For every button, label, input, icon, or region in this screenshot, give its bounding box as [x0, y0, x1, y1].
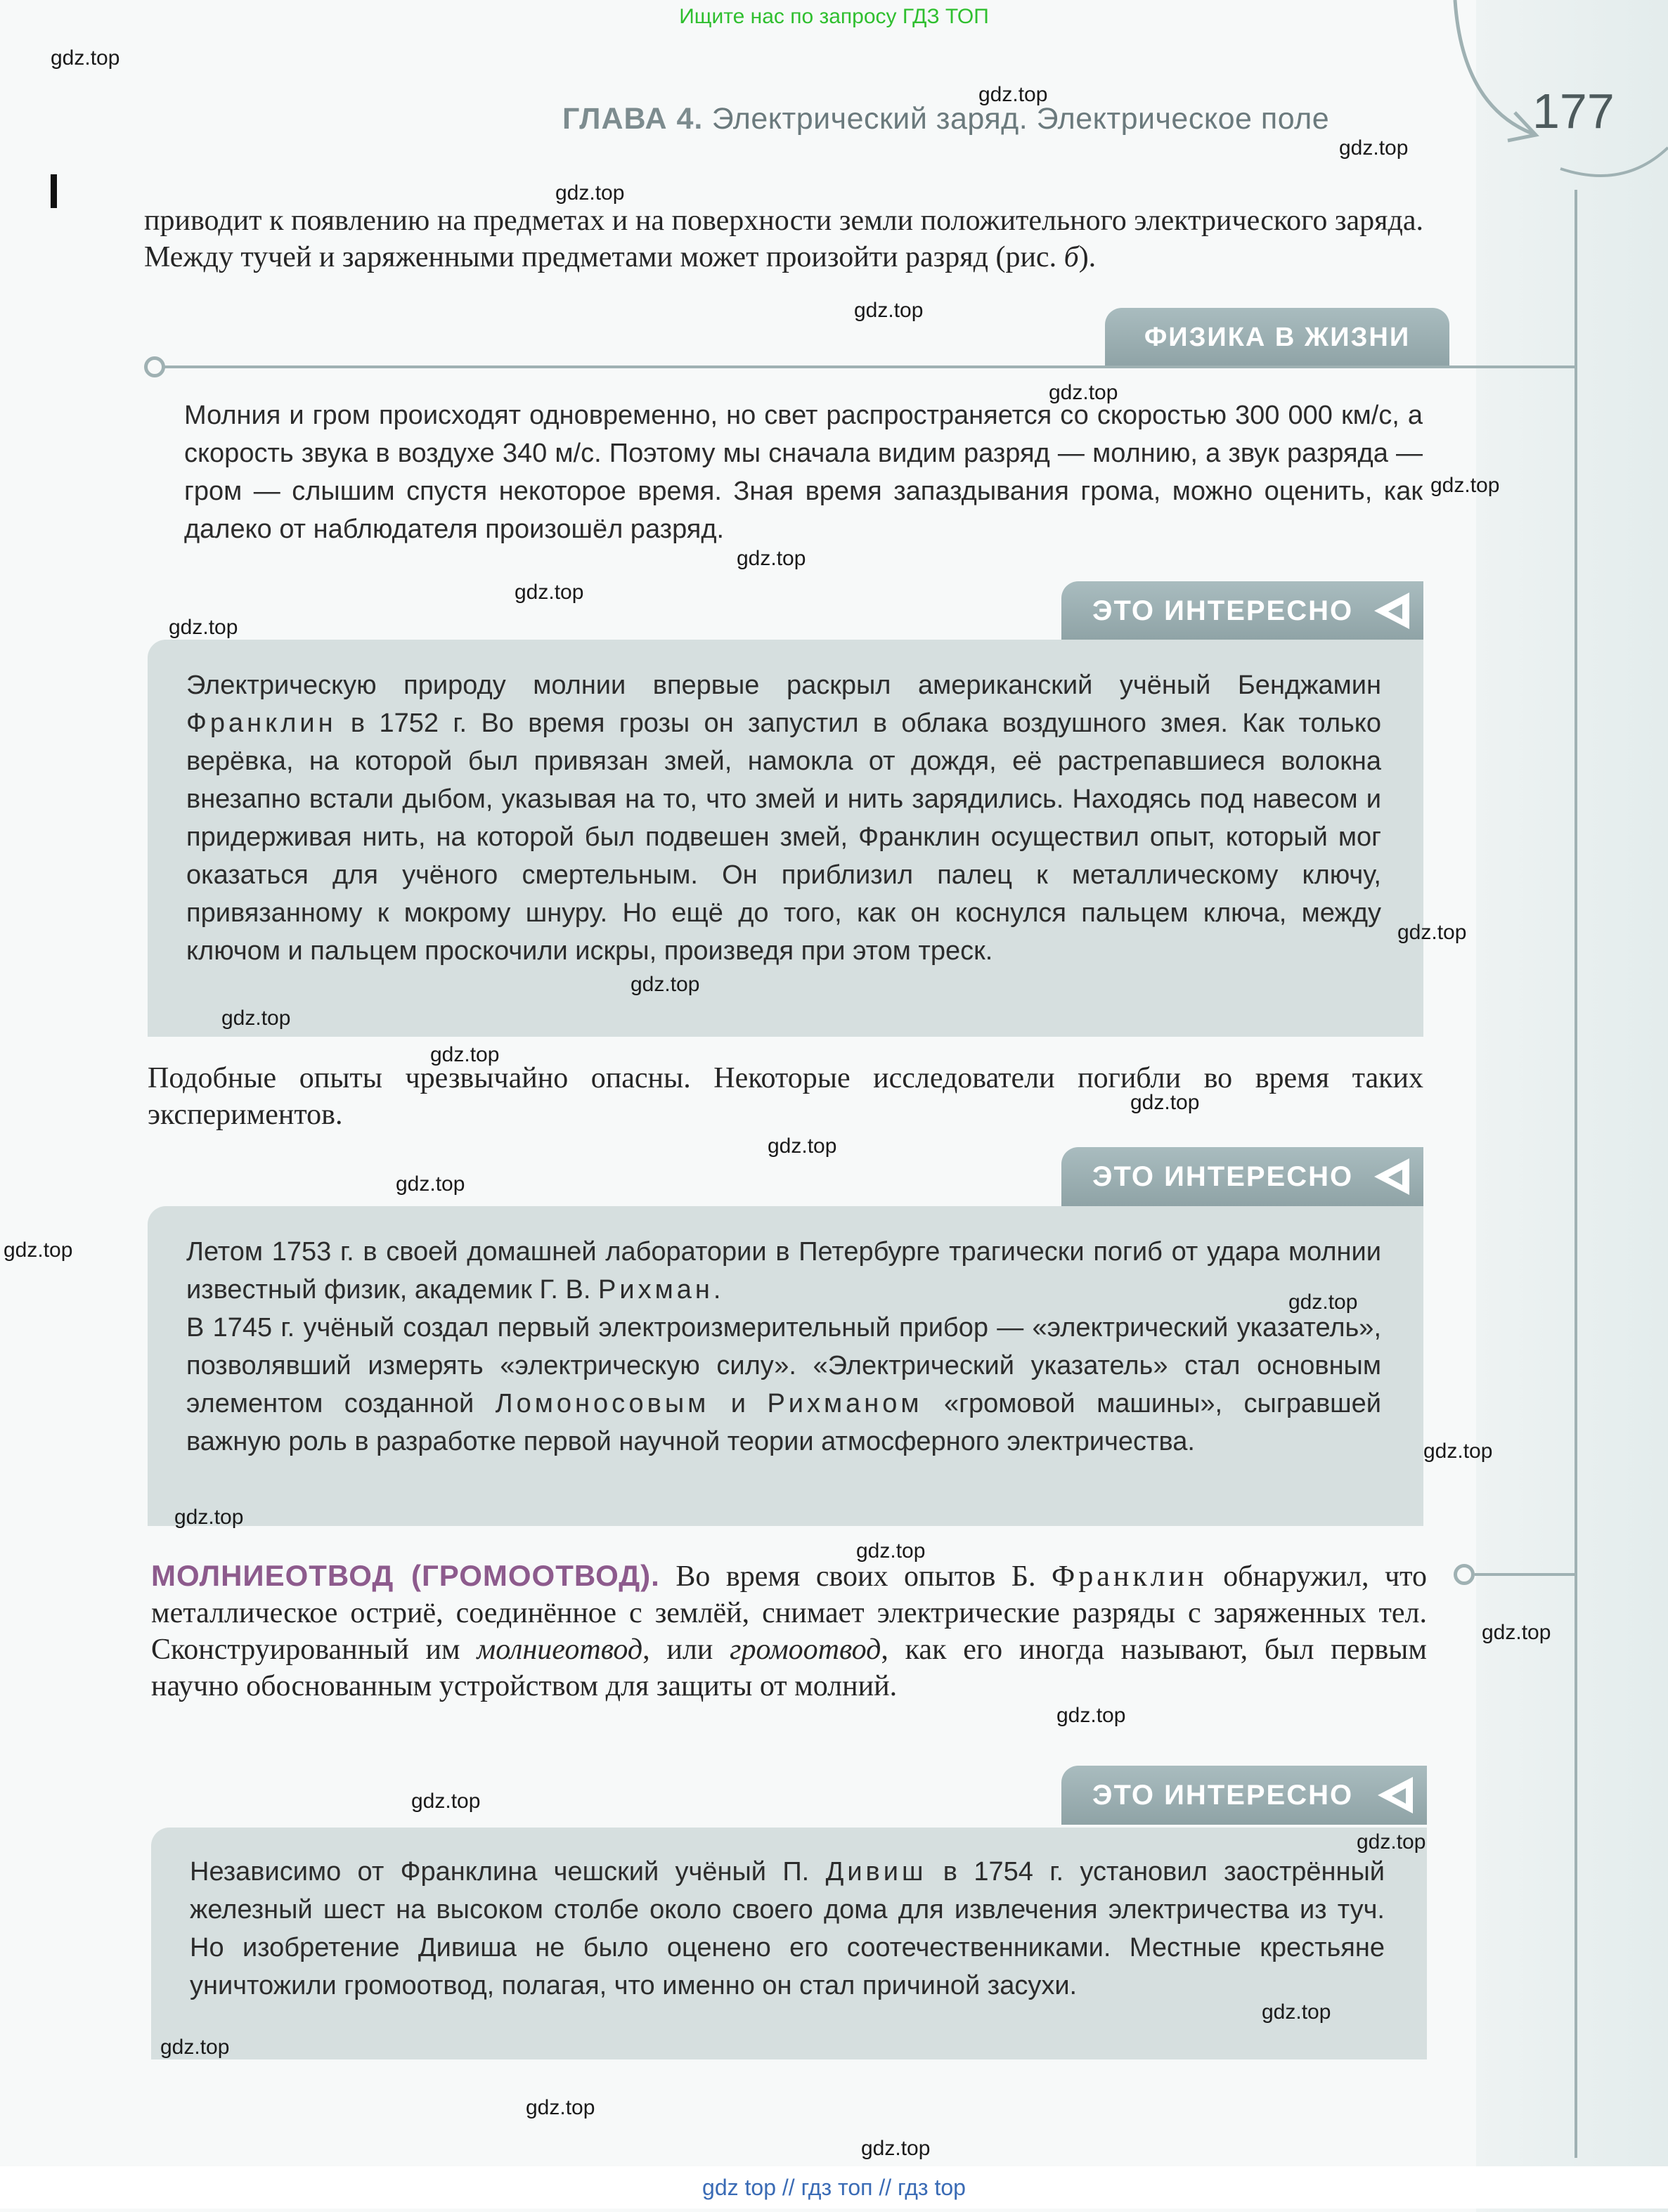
watermark: gdz.top	[51, 46, 120, 70]
watermark: gdz.top	[856, 1539, 926, 1563]
page-number: 177	[1532, 84, 1615, 138]
bottom-banner[interactable]: gdz top // гдз топ // гдз top	[0, 2166, 1668, 2208]
watermark: gdz.top	[1430, 474, 1500, 497]
chapter-number: ГЛАВА 4.	[562, 102, 704, 136]
interesting-text-2	[186, 1233, 1381, 1461]
watermark: gdz.top	[1339, 136, 1409, 160]
watermark: gdz.top	[1397, 921, 1467, 944]
watermark: gdz.top	[1130, 1091, 1200, 1114]
watermark: gdz.top	[1357, 1830, 1426, 1854]
impossible-triangle-icon	[1370, 1154, 1415, 1199]
lightning-rod-ring	[1454, 1564, 1475, 1585]
watermark: gdz.top	[854, 299, 924, 322]
watermark: gdz.top	[861, 2137, 931, 2160]
watermark: gdz.top	[978, 83, 1048, 106]
physics-in-life-tab: ФИЗИКА В ЖИЗНИ	[1105, 308, 1449, 367]
physics-in-life-rule	[162, 366, 1575, 368]
interesting-text-1: Электрическую природу молнии впервые раскрыл американский учёный Бенджамин Франклин в 1752 г. Во время грозы он запустил в облака воздушного змея. Как только верёвка, на которой был привязан змей, намокла от дождя, её растрепавшиеся волокна внезапно встали дыбом, указывая на то, что змей и нить зарядились. Находясь под навесом и придерживая нить, на которой был подвешен змей, Франклин осуществил опыт, который мог оказаться для учёного смертельным. Он приблизил палец к металлическому ключу, привязанному к мокрому шнуру. Но ещё до того, как он коснулся пальцем ключа, между ключом и пальцем проскочили искры, произведя при этом треск.	[186, 671, 1381, 966]
lightning-rod-paragraph: МОЛНИЕОТВОД (ГРОМООТВОД). Во время своих опытов Б. Франклин обнаружил, что металлическое остриё, соединённое с землёй, снимает электрические разряды с заряженных тел. Сконструированный им молниеотвод, или громоотвод, как его иногда называют, был первым научно обоснованным устройством для защиты от молний.	[151, 1559, 1427, 1702]
chapter-header	[562, 102, 1329, 136]
impossible-triangle-icon	[1373, 1773, 1418, 1818]
watermark: gdz.top	[174, 1506, 244, 1529]
lightning-rod-heading: МОЛНИЕОТВОД (ГРОМООТВОД).	[151, 1559, 660, 1592]
right-margin-band	[1476, 0, 1668, 2212]
left-edge-mark	[51, 174, 57, 208]
watermark: gdz.top	[631, 973, 700, 996]
watermark: gdz.top	[169, 616, 238, 639]
watermark: gdz.top	[515, 581, 584, 604]
watermark: gdz.top	[1049, 381, 1118, 404]
watermark: gdz.top	[737, 547, 806, 570]
physics-in-life-ring	[144, 356, 165, 377]
chapter-title: Электрический заряд. Электрическое поле	[711, 102, 1330, 136]
watermark: gdz.top	[411, 1790, 481, 1813]
interesting-tab-2: ЭТО ИНТЕРЕСНО	[1061, 1147, 1423, 1206]
watermark: gdz.top	[160, 2036, 230, 2059]
interesting-tab-1: ЭТО ИНТЕРЕСНО	[1061, 581, 1423, 640]
watermark: gdz.top	[430, 1043, 500, 1066]
intro-paragraph: приводит к появлению на предметах и на поверхности земли положительного электрического заряда. Между тучей и заряженными предметами может произойти разряд (рис. б).	[144, 205, 1423, 273]
physics-in-life-text: Молния и гром происходят одновременно, но свет распространяется со скоростью 300 000 км/с, а скорость звука в воздухе 340 м/с. Поэтому мы сначала видим разряд — молнию, а звук разряда — гром — слышим спустя некоторое время. Зная время запаздывания грома, можно оценить, как далеко от наблюдателя произошёл разряд.	[184, 401, 1423, 544]
paragraph-dangerous-experiments: Подобные опыты чрезвычайно опасны. Некоторые исследователи погибли во время таких экспериментов.	[148, 1062, 1423, 1131]
interesting-text-3: Независимо от Франклина чешский учёный П. Дивиш в 1754 г. установил заострённый железный шест на высоком столбе около своего дома для извлечения электричества из туч. Но изобретение Дивиша не было оценено его соотечественниками. Местные крестьяне уничтожили громоотвод, полагая, что именно он стал причиной засухи.	[190, 1857, 1385, 2000]
watermark: gdz.top	[768, 1134, 837, 1158]
right-vertical-rule	[1575, 190, 1577, 2158]
impossible-triangle-icon	[1370, 588, 1415, 633]
watermark: gdz.top	[1288, 1291, 1358, 1314]
interesting-text-2-p1: Летом 1753 г. в своей домашней лаборатории в Петербурге трагически погиб от удара молнии известный физик, академик Г. В. Рихман.	[186, 1237, 1381, 1305]
top-banner[interactable]: Ищите нас по запросу ГДЗ ТОП	[679, 5, 989, 28]
lightning-rod-rule	[1475, 1573, 1575, 1576]
watermark: gdz.top	[1056, 1704, 1126, 1727]
interesting-tab-3: ЭТО ИНТЕРЕСНО	[1061, 1766, 1427, 1825]
watermark: gdz.top	[1262, 2000, 1331, 2024]
watermark: gdz.top	[555, 181, 625, 205]
interesting-text-2-p2: В 1745 г. учёный создал первый электроизмерительный прибор — «электрический указатель», позволявший измерять «электрическую силу». «Электрический указатель» стал основным элементом созданной Ломоносовым и Рихманом «громовой машины», сыгравшей важную роль в разработке первой научной теории атмосферного электричества.	[186, 1313, 1382, 1456]
watermark: gdz.top	[526, 2096, 595, 2119]
watermark: gdz.top	[396, 1172, 465, 1196]
watermark: gdz.top	[1482, 1621, 1551, 1644]
watermark: gdz.top	[1423, 1440, 1493, 1463]
watermark: gdz.top	[221, 1007, 291, 1030]
watermark: gdz.top	[4, 1238, 73, 1262]
